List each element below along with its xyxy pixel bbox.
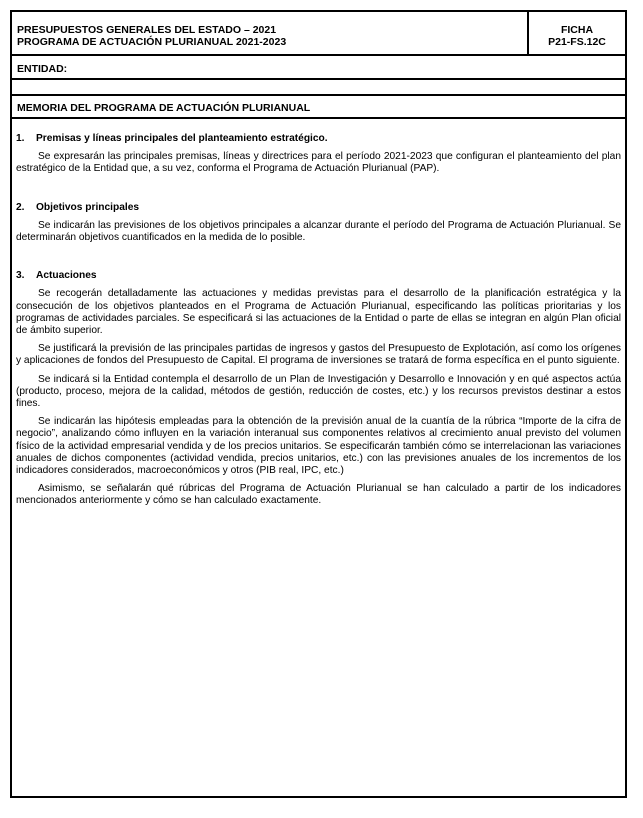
- memoria-body: [12, 119, 625, 508]
- blank-row: [12, 80, 625, 96]
- header-line-1: PRESUPUESTOS GENERALES DEL ESTADO – 2021: [17, 24, 277, 36]
- form-header: [12, 12, 625, 56]
- form-sheet: [10, 10, 627, 798]
- header-line-2: PROGRAMA DE ACTUACIÓN PLURIANUAL 2021-2023: [17, 36, 287, 48]
- section-3-paragraph: Se indicará si la Entidad contempla el desarrollo de un Plan de Investigación y Desarrollo e Innovación y en qué aspectos actúa (producto, proceso, mejora de la calidad, métodos de gestión, reducción de costes, etc.) y los recursos previstos destinar a estos fines.: [16, 373, 621, 410]
- memoria-title: MEMORIA DEL PROGRAMA DE ACTUACIÓN PLURIANUAL: [12, 96, 625, 119]
- section-3-paragraph: Se indicarán las hipótesis empleadas para la obtención de la previsión anual de la cuantía de la rúbrica “Importe de la cifra de negocio”, analizando cómo influyen en la variación interanual sus componentes relativos al crecimiento anual previsto del volumen físico de la actividad empresarial vendida y de los precios unitarios. Se especificarán también cómo se interrelacionan las variaciones anuales de dichos componentes (actividad vendida, precios unitarios, etc.) con las previsiones anuales de los incrementos de los indicadores considerados, macroeconómicos y otros (PIB real, IPC, etc.): [16, 416, 621, 477]
- section-3-paragraph: Se recogerán detalladamente las actuaciones y medidas previstas para el desarrollo de la planificación estratégica y la consecución de los objetivos planteados en el Programa de Actuación Plurianual, especificando las políticas prioritarias y los programas de actividades parciales. Se especificará si las actuaciones de la Entidad o parte de ellas se integran en algún Plan oficial de ámbito superior.: [16, 288, 621, 337]
- section-3-paragraph: Se justificará la previsión de las principales partidas de ingresos y gastos del Presupuesto de Explotación, así como los orígenes y aplicaciones de fondos del Presupuesto de Capital. El programa de inversiones se tratará de forma específica en el punto siguiente.: [16, 343, 621, 367]
- ficha-block: [529, 12, 625, 54]
- section-3-paragraph: Asimismo, se señalarán qué rúbricas del Programa de Actuación Plurianual se han calculado a partir de los indicadores mencionados anteriormente y cómo se han calculado exactamente.: [16, 483, 621, 507]
- section-3-title: 3. Actuaciones: [16, 270, 97, 282]
- ficha-label: FICHA: [560, 24, 594, 36]
- entity-label: ENTIDAD:: [12, 56, 625, 80]
- section-1-paragraph: Se expresarán las principales premisas, líneas y directrices para el período 2021-2023 que configuran el planteamiento del plan estratégico de la Entidad que, a su vez, conforma el Programa de Actuación Plurianual (PAP).: [16, 151, 621, 175]
- section-2-paragraph: Se indicarán las previsiones de los objetivos principales a alcanzar durante el período del Programa de Actuación Plurianual. Se determinarán objetivos cuantificados en la medida de lo posible.: [16, 219, 621, 244]
- ficha-code: P21-FS.12C: [548, 36, 606, 48]
- section-1-title: 1. Premisas y líneas principales del planteamiento estratégico.: [16, 133, 328, 144]
- section-2-title: 2. Objetivos principales: [16, 201, 140, 213]
- header-title-block: [12, 12, 529, 54]
